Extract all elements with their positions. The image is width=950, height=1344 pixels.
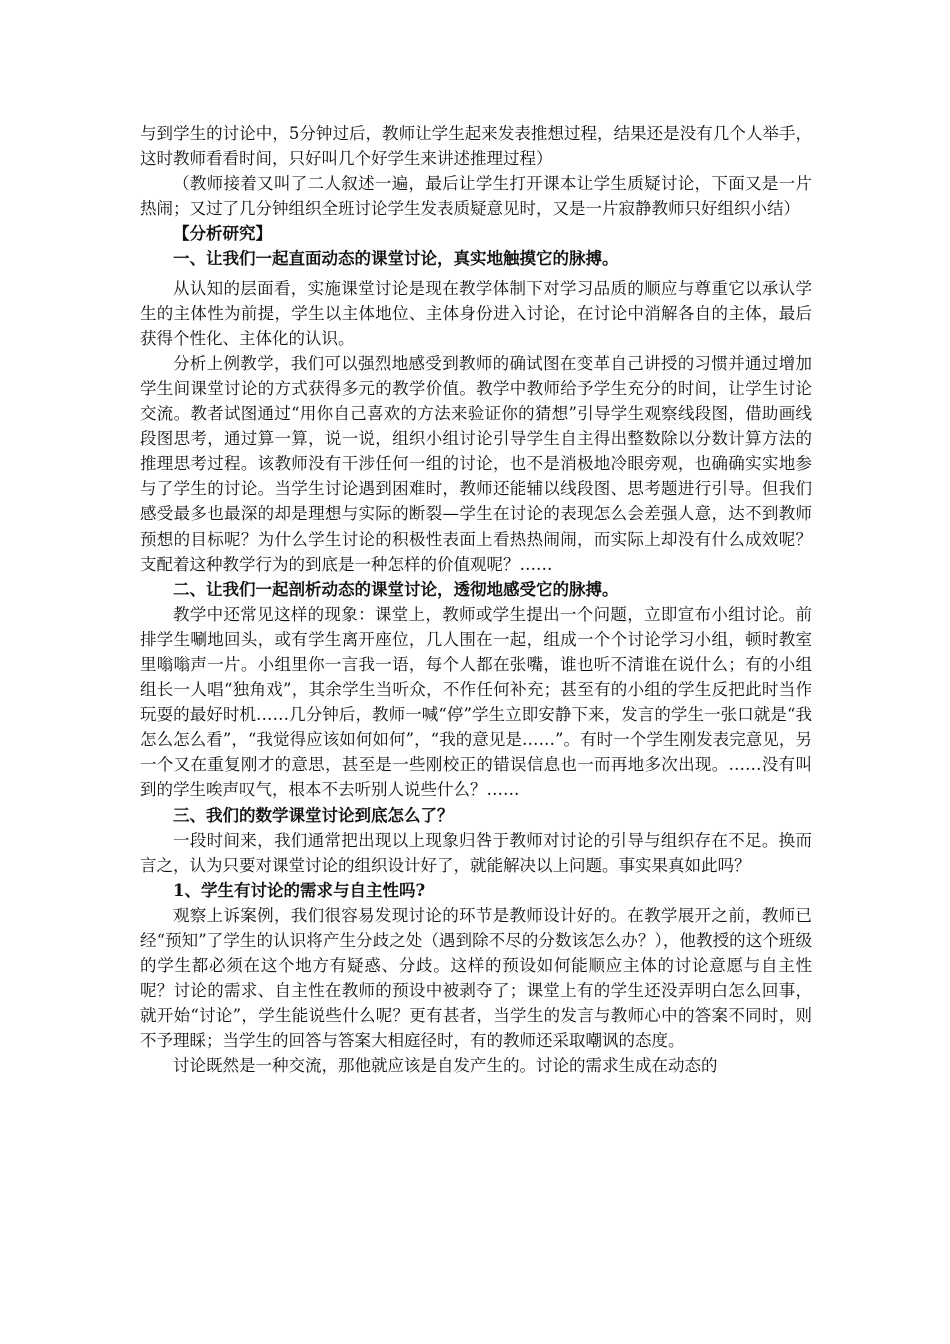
paragraph-body-1: 从认知的层面看，实施课堂讨论是现在教学体制下对学习品质的顺应与尊重它以承认学生的主体性为前提，学生以主体地位、主体身份进入讨论，在讨论中消解各自的主体，最后获得个性化、主体化的认识。: [140, 278, 812, 348]
paragraph-continued: 与到学生的讨论中，5分钟过后，教师让学生起来发表推想过程，结果还是没有几个人举手，这时教师看看时间，只好叫几个好学生来讲述推理过程）: [140, 124, 812, 169]
paragraph-body-5: 观察上诉案例，我们很容易发现讨论的环节是教师设计好的。在教学展开之前，教师已经“预知”了学生的认识将产生分歧之处（遇到除不尽的分数该怎么办？），他教授的这个班级的学生都必须在这个地方有疑惑、分歧。这样的预设如何能顺应主体的讨论意愿与自主性呢？讨论的需求、自主性在教师的预设中被剥夺了；课堂上有的学生还没弄明白怎么回事，就开始“讨论”，学生能说些什么呢？更有甚者，当学生的发言与教师心中的答案不同时，则不予理睬；当学生的回答与答案大相庭径时，有的教师还采取嘲讽的态度。: [140, 905, 812, 1051]
section-label-analysis: 【分析研究】: [173, 224, 272, 244]
section-heading-2: 二、让我们一起剖析动态的课堂讨论，透彻地感受它的脉搏。: [173, 579, 619, 599]
subsection-heading-1: 1、学生有讨论的需求与自主性吗?: [173, 880, 426, 900]
section-heading-3: 三、我们的数学课堂讨论到底怎么了？: [173, 805, 454, 825]
section-heading-1: 一、让我们一起直面动态的课堂讨论，真实地触摸它的脉搏。: [173, 249, 619, 269]
paragraph-body-3: 教学中还常见这样的现象：课堂上，教师或学生提出一个问题，立即宣布小组讨论。前排学生唰地回头，或有学生离开座位，几人围在一起，组成一个个讨论学习小组，顿时教室里嗡嗡声一片。小组里你一言我一语，每个人都在张嘴，谁也听不清谁在说什么；有的小组组长一人唱“独角戏”，其余学生当听众，不作任何补充；甚至有的小组的学生反把此时当作玩耍的最好时机……几分钟后，教师一喊“停”学生立即安静下来，发言的学生一张口就是“我怎么怎么看”，“我觉得应该如何如何”，“我的意见是……”。有时一个学生刚发表完意见，另一个又在重复刚才的意思，甚至是一些刚校正的错误信息也一而再地多次出现。……没有叫到的学生唉声叹气，根本不去听别人说些什么？……: [140, 604, 812, 800]
paragraph-case-end: （教师接着又叫了二人叙述一遍，最后让学生打开课本让学生质疑讨论，下面又是一片热闹；又过了几分钟组织全班讨论学生发表质疑意见时，又是一片寂静教师只好组织小结）: [140, 174, 812, 219]
paragraph-body-4: 一段时间来，我们通常把出现以上现象归咎于教师对讨论的引导与组织存在不足。换而言之，认为只要对课堂讨论的组织设计好了，就能解决以上问题。事实果真如此吗？: [140, 830, 812, 875]
paragraph-body-6: 讨论既然是一种交流，那他就应该是自发产生的。讨论的需求生成在动态的: [173, 1056, 718, 1076]
document-page: [140, 121, 812, 1079]
paragraph-body-2: 分析上例教学，我们可以强烈地感受到教师的确试图在变革自己讲授的习惯并通过增加学生间课堂讨论的方式获得多元的教学价值。教学中教师给予学生充分的时间，让学生讨论交流。教者试图通过“用你自己喜欢的方法来验证你的猜想”引导学生观察线段图，借助画线段图思考，通过算一算，说一说，组织小组讨论引导学生自主得出整数除以分数计算方法的推理思考过程。该教师没有干涉任何一组的讨论，也不是消极地冷眼旁观，也确确实实地参与了学生的讨论。当学生讨论遇到困难时，教师还能辅以线段图、思考题进行引导。但我们感受最多也最深的却是理想与实际的断裂—学生在讨论的表现怎么会差强人意，达不到教师预想的目标呢？为什么学生讨论的积极性表面上看热热闹闹，而实际上却没有什么成效呢？支配着这种教学行为的到底是一种怎样的价值观呢？……: [140, 353, 812, 574]
